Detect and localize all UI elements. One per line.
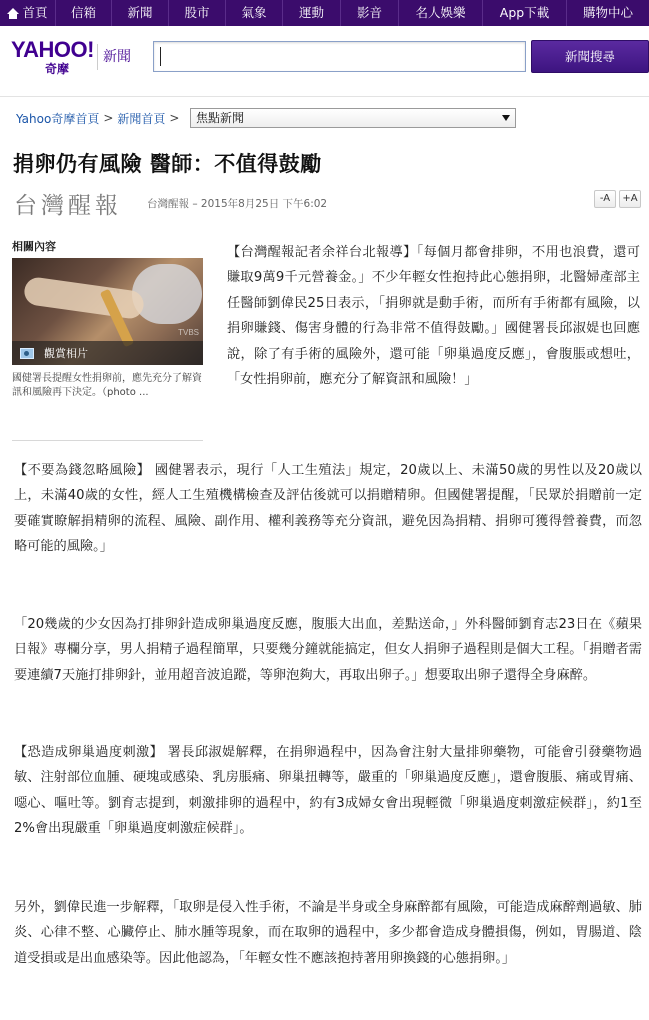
photo-hand-shape [23, 276, 146, 320]
news-search-button[interactable]: 新聞搜尋 [531, 40, 649, 73]
article-paragraph: 【不要為錢忽略風險】 國健署表示，現行「人工生殖法」規定，20歲以上、未滿50歲的男性以及20歲以上，未滿40歲的女性，經人工生殖機構檢查及評估後就可以捐贈精卵。但國健署提醒，「民眾於捐贈前一定要確實瞭解捐精卵的流程、風險、副作用、權利義務等充分資訊，避免因為捐精、捐卵可獲得營養費，而忽略可能的風險。」 [14, 463, 642, 555]
font-decrease-button[interactable]: -A [594, 190, 616, 208]
photo-caption-bar[interactable] [12, 341, 203, 365]
logo-sub-text: 奇摩 [45, 62, 70, 76]
yahoo-news-logo[interactable] [11, 38, 141, 78]
nav-item-app-download[interactable]: App下載 [483, 0, 567, 26]
search-input[interactable] [153, 41, 526, 72]
logo-section-label: 新聞 [103, 49, 131, 65]
font-increase-button[interactable]: +A [619, 190, 641, 208]
related-content-title: 相關內容 [12, 240, 56, 253]
article-byline: 台灣醒報 – 2015年8月25日 下午6:02 [147, 198, 328, 210]
top-nav-bar [0, 0, 649, 26]
text-cursor [160, 47, 161, 66]
nav-item-home[interactable] [0, 0, 56, 26]
related-photo[interactable] [12, 258, 203, 365]
breadcrumb-link-news-home[interactable]: 新聞首頁 [117, 111, 166, 126]
photo-glove-shape [132, 264, 202, 324]
source-logo: 台灣醒報 [14, 193, 122, 219]
photo-gallery-icon [20, 348, 34, 359]
nav-item-mail[interactable]: 信箱 [56, 0, 112, 26]
article-paragraph: 另外，劉偉民進一步解釋，「取卵是侵入性手術，不論是半身或全身麻醉都有風險，可能造成麻醉劑過敏、肺炎、心律不整、心臟停止、肺水腫等現象，而在取卵的過程中，多少都會造成身體損傷，例如，胃腸道、陰道受損或是出血感染等。因此他認為，「年輕女性不應該抱持著用卵換錢的心態捐卵。」 [14, 900, 642, 966]
chevron-down-icon [502, 115, 510, 121]
site-header [0, 26, 649, 90]
breadcrumb-link-yahoo-home[interactable]: Yahoo奇摩首頁 [16, 111, 100, 126]
photo-watermark: TVBS [178, 328, 199, 337]
photo-caption[interactable]: 國健署長提醒女性捐卵前，應先充分了解資訊和風險再下決定。（photo ... [12, 373, 202, 398]
category-select-value: 焦點新聞 [196, 111, 245, 125]
nav-item-sports[interactable]: 運動 [283, 0, 341, 26]
nav-item-weather[interactable]: 氣象 [226, 0, 283, 26]
logo-yahoo-text: YAHOO! [11, 37, 94, 62]
nav-item-celebrity[interactable]: 名人娛樂 [399, 0, 483, 26]
breadcrumb-separator: > [103, 111, 114, 125]
nav-item-video[interactable]: 影音 [341, 0, 399, 26]
sidebar-divider [12, 440, 203, 441]
nav-item-stocks[interactable]: 股市 [169, 0, 226, 26]
nav-item-news[interactable]: 新聞 [112, 0, 169, 26]
article-paragraph: 【恐造成卵巢過度刺激】 署長邱淑媞解釋，在捐卵過程中，因為會注射大量排卵藥物，可能會引發藥物過敏、注射部位血腫、硬塊或感染、乳房脹痛、卵巢扭轉等，嚴重的「卵巢過度反應」，還會腹脹、痛或胃痛、噁心、嘔吐等。劉育志提到，刺激排卵的過程中，約有3成婦女會出現輕微「卵巢過度刺激症候群」，約1至2%會出現嚴重「卵巢過度刺激症候群」。 [14, 745, 642, 837]
view-photo-label: 觀賞相片 [44, 347, 88, 360]
breadcrumb-separator: > [169, 111, 180, 125]
category-select[interactable] [190, 108, 516, 128]
nav-item-shopping[interactable]: 購物中心 [582, 5, 633, 20]
article-paragraph: 【台灣醒報記者余祥台北報導】「每個月都會排卵，不用也浪費，還可賺取9萬9千元營養金。」不少年輕女性抱持此心態捐卵，北醫婦產部主任醫師劉偉民25日表示，「捐卵就是動手術，而所有手術都有風險，以捐卵賺錢、傷害身體的行為非常不值得鼓勵。」國健署長邱淑媞也回應說，除了有手術的風險外，還可能「卵巢過度反應」，會腹脹或想吐，「女性捐卵前，應充分了解資訊和風險！」 [227, 245, 640, 388]
article-title: 捐卵仍有風險 醫師：不值得鼓勵 [13, 151, 322, 176]
nav-item-label: 首頁 [22, 5, 48, 20]
header-divider [0, 96, 649, 97]
article-paragraph: 「20幾歲的少女因為打排卵針造成卵巢過度反應，腹脹大出血，差點送命，」外科醫師劉育志23日在《蘋果日報》專欄分享，男人捐精子過程簡單，只要幾分鐘就能搞定，但女人捐卵子過程則是個大工程。「捐贈者需要連續7天施打排卵針，並用超音波追蹤，等卵泡夠大，再取出卵子。」想要取出卵子還得全身麻醉。 [14, 617, 642, 683]
home-icon [7, 8, 19, 14]
breadcrumb [16, 108, 183, 128]
logo-divider [97, 44, 98, 70]
